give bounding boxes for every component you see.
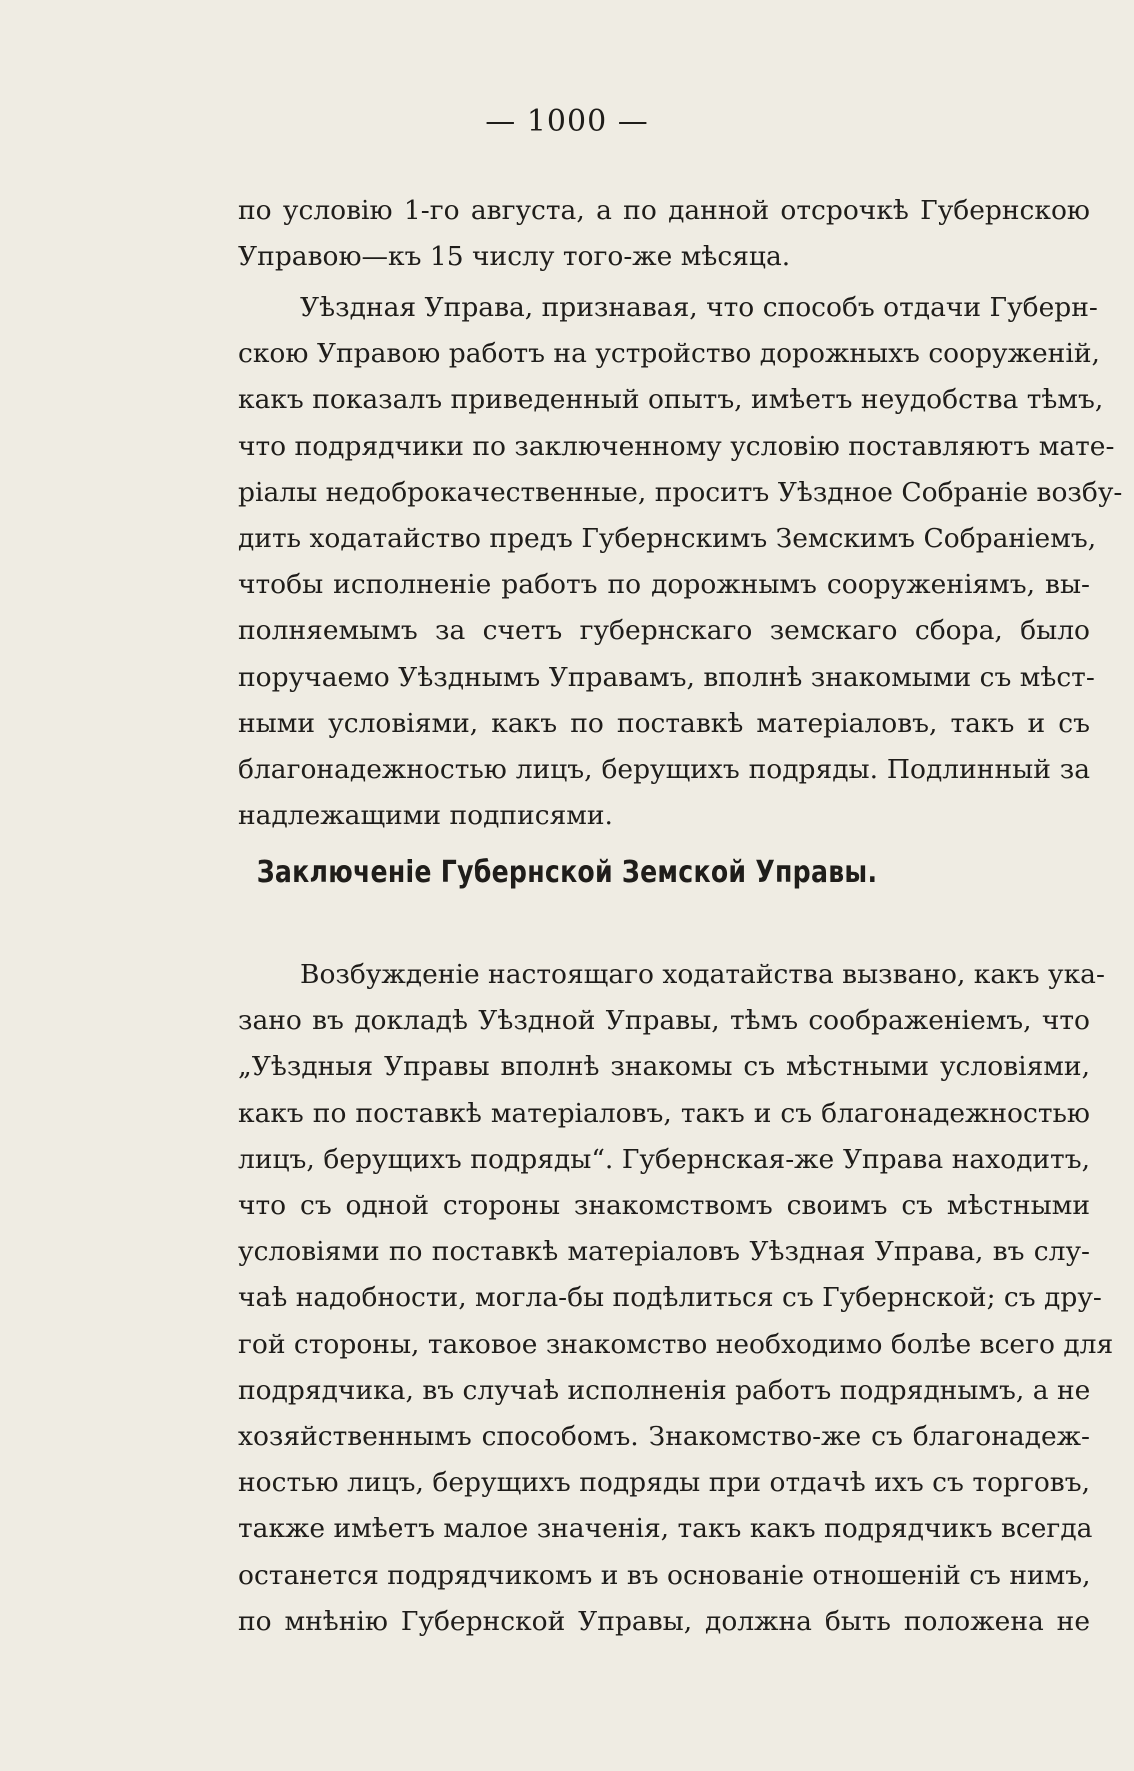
text-line: условіями по поставкѣ матеріаловъ Уѣздная Управа, въ слу- — [238, 1236, 1090, 1268]
text-line: хозяйственнымъ способомъ. Знакомство-же съ благонадеж- — [238, 1421, 1090, 1453]
text-line: поручаемо Уѣзднымъ Управамъ, вполнѣ знакомыми съ мѣст- — [238, 661, 1095, 693]
text-line: также имѣетъ малое значенія, такъ какъ подрядчикъ всегда — [238, 1513, 1093, 1545]
text-line: какъ по поставкѣ матеріаловъ, такъ и съ благонадежностью — [238, 1097, 1090, 1129]
text-line: „Уѣздныя Управы вполнѣ знакомы съ мѣстными условіями, — [238, 1051, 1090, 1083]
text-line: какъ показалъ приведенный опытъ, имѣетъ неудобства тѣмъ, — [238, 384, 1104, 416]
text-line: что съ одной стороны знакомствомъ своимъ съ мѣстными — [238, 1190, 1090, 1222]
text-line: Уѣздная Управа, признавая, что способъ отдачи Губерн- — [300, 292, 1098, 323]
text-line: ностью лицъ, берущихъ подряды при отдачѣ ихъ съ торговъ, — [238, 1467, 1090, 1499]
paragraph-conclusion — [238, 952, 1114, 1645]
text-line: скою Управою работъ на устройство дорожныхъ сооруженій, — [238, 338, 1100, 370]
text-line: полняемымъ за счетъ губернскаго земскаго сбора, было — [238, 615, 1090, 647]
text-line: останется подрядчикомъ и въ основаніе отношеній съ нимъ, — [238, 1559, 1091, 1591]
text-line: подрядчика, въ случаѣ исполненія работъ подряднымъ, а не — [238, 1374, 1091, 1406]
text-line: чтобы исполненіе работъ по дорожнымъ сооруженіямъ, вы- — [238, 569, 1090, 601]
text-line: ными условіями, какъ по поставкѣ матеріаловъ, такъ и съ — [238, 707, 1090, 739]
text-line: чаѣ надобности, могла-бы подѣлиться съ Губернской; съ дру- — [238, 1282, 1102, 1314]
section-heading: Заключеніе Губернской Земской Управы. — [256, 855, 878, 890]
text-line: надлежащими подписями. — [238, 800, 613, 832]
paragraph-continuation — [238, 188, 1090, 280]
text-line: лицъ, берущихъ подряды“. Губернская-же Управа находитъ, — [238, 1143, 1090, 1175]
paragraph-petition — [238, 285, 1123, 839]
text-line: Возбужденіе настоящаго ходатайства вызвано, какъ ука- — [300, 959, 1105, 990]
text-line: что подрядчики по заключенному условію поставляютъ мате- — [238, 430, 1115, 462]
text-line: дить ходатайство предъ Губернскимъ Земскимъ Собраніемъ, — [238, 523, 1097, 555]
page-number: — 1000 — — [485, 104, 649, 139]
text-line: Управою—къ 15 числу того-же мѣсяца. — [238, 241, 791, 273]
text-line: гой стороны, таковое знакомство необходимо болѣе всего для — [238, 1328, 1114, 1360]
text-line: по условію 1-го августа, а по данной отсрочкѣ Губернскою — [238, 195, 1090, 226]
text-line: зано въ докладѣ Уѣздной Управы, тѣмъ соображеніемъ, что — [238, 1005, 1090, 1037]
text-line: по мнѣнію Губернской Управы, должна быть положена не — [238, 1605, 1090, 1637]
text-line: ріалы недоброкачественные, проситъ Уѣздное Собраніе возбу- — [238, 476, 1123, 508]
text-line: благонадежностью лицъ, берущихъ подряды. Подлинный за — [238, 754, 1090, 786]
